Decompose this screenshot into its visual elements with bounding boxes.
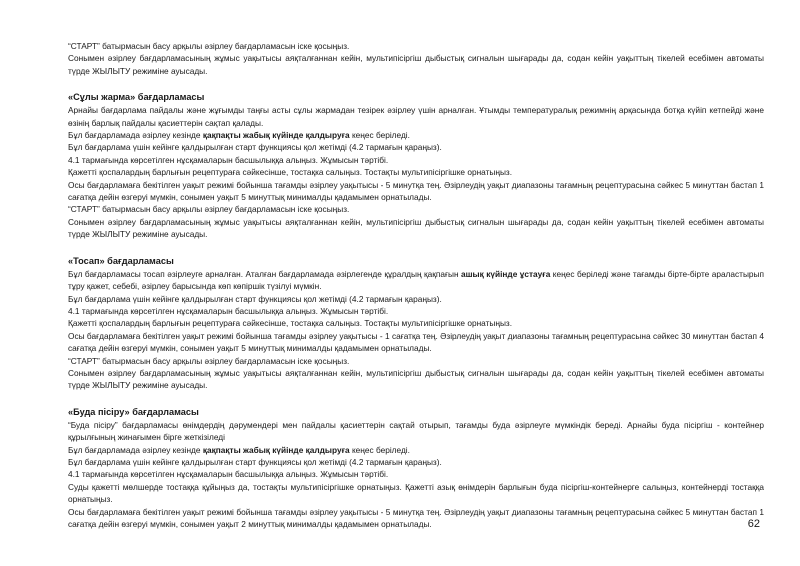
paragraph: Сонымен әзірлеу бағдарламасының жұмыс уақытысы аяқталғаннан кейін, мультипісіргіш дыбыстық сигналын шығарады да, содан кейін уақыттың тікелей есебімен автоматы түрде ЖЫЛЫТУ режиміне ауысады. [68,216,764,240]
page-number: 62 [747,518,760,530]
paragraph: Бұл бағдарлама үшін кейінге қалдырылған старт функциясы қол жетімді (4.2 тармағын қараңыз). [68,142,442,153]
paragraph: Сонымен әзірлеу бағдарламасының жұмыс уақытысы аяқталғаннан кейін, мультипісіргіш дыбыстық сигналын шығарады да, содан кейін уақыттың тікелей есебімен автоматы түрде ЖЫЛЫТУ режиміне ауысады. [68,367,764,391]
spacer [68,77,764,91]
paragraph: “Буда пісіру” бағдарламасы өнімдердің дәрумендері мен пайдалы қасиеттерін сақтай отырып, тағамды буда әзірлеуге мүмкіндік береді. Арнайы буда пісіргіш - контейнер құрылғының жинағымен бірге жеткізіледі [68,419,764,443]
paragraph: Осы бағдарламаға бекітілген уақыт режимі бойынша тағамды әзірлеу уақытысы - 5 минутқа тең. Әзірлеудің уақыт диапазоны тағамның рецептурасына сәйкес 5 минуттан бастап 1 сағатқа дейін өзгеруі мүмкін, сонымен уақыт 2 минуттық минималды қадамымен орнатылады. [68,506,764,529]
paragraph: Қажетті қоспалардың барлығын рецептураға сәйкесінше, тостақка салыңыз. Тостақты мультипісіргішке орнатыңыз. [68,167,513,178]
paragraph: Арнайы бағдарлама пайдалы және жұғымды таңғы асты сұлы жармадан тезірек әзірлеу үшін арналған. Ұтымды температуралық режимнің арқасында ботқа күйіп кетпейді және өзінің барлық пайдалы қасиеттерін сақтап қалады. [68,105,764,128]
paragraph: Бұл бағдарламада әзірлеу кезінде қақпақты жабық күйінде қалдыруға кеңес беріледі. [68,444,410,455]
document-page [68,40,764,530]
paragraph: Осы бағдарламаға бекітілген уақыт режимі бойынша тағамды әзірлеу уақытысы - 5 минутқа тең. Әзірлеудің уақыт диапазоны тағамның рецептурасына сәйкес 5 минуттан бастап 1 сағатқа дейін өзгеруі мүмкін, сонымен уақыт 5 минуттық минималды қадамымен орнатылады. [68,179,764,203]
intro-paragraph: “СТАРТ” батырмасын басу арқылы әзірлеу бағдарламасын іске қосыңыз. [68,41,350,51]
paragraph: Бұл бағдарлама үшін кейінге қалдырылған старт функциясы қол жетімді (4.2 тармағын қараңыз). [68,456,442,467]
paragraph: Қажетті қоспалардың барлығын рецептураға сәйкесінше, тостақка салыңыз. Тостақты мультипісіргішке орнатыңыз. [68,318,513,329]
emphasis: қақпақты жабық күйінде қалдыруға [202,130,350,141]
section-title-buda-pisiru: «Буда пісіру» бағдарламасы [68,406,199,417]
paragraph: Осы бағдарламаға бекітілген уақыт режимі бойынша тағамды әзірлеу уақытысы - 1 сағатқа тең. Әзірлеудің уақыт диапазоны тағамның рецептурасына сәйкес 30 минуттан бастап 4 сағатқа дейін өзгеруі мүмкін, сонымен уақыт 5 минуттық минималды қадамымен орнатылады. [68,330,764,354]
paragraph: Бұл бағдарламасы тосап әзірлеуге арналған. Аталған бағдарламада әзірлегенде құралдың қақпағын ашық күйінде ұстауға кеңес беріледі және тағамды бірте-бірте араластырып тұру қажет, себебі, әзірлеу барысында көп көпіршік түзілуі мүмкін. [68,268,764,292]
intro-paragraph: Сонымен әзірлеу бағдарламасының жұмыс уақытысы аяқталғаннан кейін, мультипісіргіш дыбыстық сигналын шығарады да, содан кейін уақыттың тікелей есебімен автоматы түрде ЖЫЛЫТУ режиміне ауысады. [68,53,764,76]
paragraph: “СТАРТ” батырмасын басу арқылы әзірлеу бағдарламасын іске қосыңыз. [68,204,350,215]
paragraph: 4.1 тармағында көрсетілген нұсқамаларын басшылыққа алыңыз. Жұмысын тәртібі. [68,469,389,480]
paragraph: “СТАРТ” батырмасын басу арқылы әзірлеу бағдарламасын іске қосыңыз. [68,355,350,366]
paragraph: Бұл бағдарламада әзірлеу кезінде қақпақты жабық күйінде қалдыруға кеңес беріледі. [68,130,410,141]
spacer [68,241,764,255]
emphasis: қақпақты жабық күйінде қалдыруға [202,444,350,455]
section-title-suly-zharma: «Сұлы жарма» бағдарламасы [68,92,205,103]
section-title-tosap: «Тосап» бағдарламасы [68,255,174,266]
paragraph: 4.1 тармағында көрсетілген нұсқамаларын басшылыққа алыңыз. Жұмысын тәртібі. [68,305,389,316]
paragraph: Бұл бағдарлама үшін кейінге қалдырылған старт функциясы қол жетімді (4.2 тармағын қараңыз). [68,293,442,304]
paragraph: Суды қажетті мөлшерде тостаққа құйыңыз да, тостақты мультипісіргішке орнатыңыз. Қажетті азық өнімдерін барлығын буда пісіргіш-контейнерге салыңыз, контейнерді тостаққа орнатыңыз. [68,481,764,505]
paragraph: 4.1 тармағында көрсетілген нұсқамаларын басшылыққа алыңыз. Жұмысын тәртібі. [68,154,389,165]
emphasis: ашық күйінде ұстауға [461,268,551,279]
spacer [68,392,764,406]
